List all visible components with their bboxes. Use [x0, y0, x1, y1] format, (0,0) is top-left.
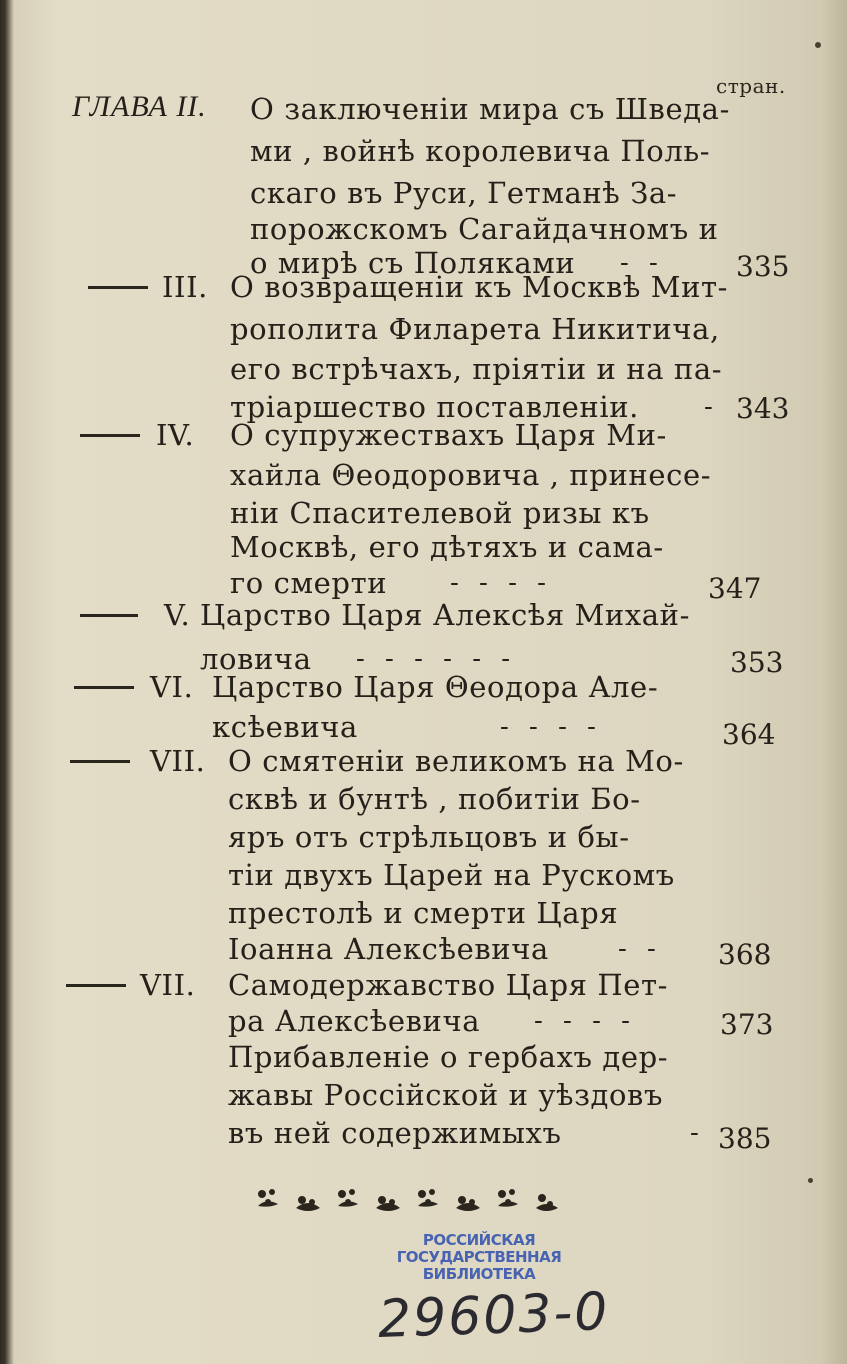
toc-line: сквѣ и бунтѣ , побитiи Бо- [228, 782, 641, 816]
chapter-number: V. [164, 598, 191, 632]
chapter-number: VII. [150, 744, 206, 778]
library-stamp [386, 1232, 572, 1283]
stamp-line: БИБЛИОТЕКА [422, 1265, 536, 1283]
toc-line: О смятенiи великомъ на Мо- [228, 744, 684, 778]
dot-leader: - - [620, 248, 664, 278]
paper-spot [808, 1178, 813, 1183]
ditto-dash [88, 286, 148, 289]
toc-line: ловича [200, 642, 312, 676]
dot-leader: - - - - [534, 1006, 636, 1036]
dot-leader: - - - - - - [356, 644, 517, 674]
page-number: 335 [736, 250, 790, 283]
stamp-line: ГОСУДАРСТВЕННАЯ [396, 1248, 562, 1266]
ditto-dash [80, 434, 140, 437]
toc-line: ми , войнѣ королевича Поль- [250, 134, 711, 168]
toc-line: трiаршество поставленiи. [230, 390, 639, 424]
chapter-number: ГЛАВА II. [72, 90, 207, 123]
toc-line: го смерти [230, 566, 388, 600]
toc-line: его встрѣчахъ, прiятiи и на па- [230, 352, 723, 386]
toc-line: рополита Филарета Никитича, [230, 312, 720, 346]
toc-line: яръ отъ стрѣльцовъ и бы- [228, 820, 630, 854]
chapter-number: VII. [140, 968, 196, 1002]
toc-line: ра Алексѣевича [228, 1004, 481, 1038]
page-column-label: стран. [716, 74, 786, 98]
toc-line: О заключенiи мира съ Шведа- [250, 92, 730, 126]
toc-line: ксѣевича [212, 710, 358, 744]
ditto-dash [74, 686, 134, 689]
toc-line: О возвращенiи къ Москвѣ Мит- [230, 270, 729, 304]
dot-leader: - - - - [450, 568, 552, 598]
toc-line: Iоанна Алексѣевича [228, 932, 549, 966]
toc-line: Москвѣ, его дѣтяхъ и сама- [230, 530, 664, 564]
chapter-number: IV. [156, 418, 195, 452]
ditto-dash [80, 614, 138, 617]
toc-line: О супружествахъ Царя Ми- [230, 418, 667, 452]
ditto-dash [66, 984, 126, 987]
ditto-dash [70, 760, 130, 763]
toc-line: жавы Россiйской и уѣздовъ [228, 1078, 664, 1112]
shelfmark-number: 29603-0 [377, 1281, 611, 1351]
toc-line: порожскомъ Сагайдачномъ и [250, 212, 719, 246]
fleuron-ornament [248, 1182, 568, 1218]
toc-line: Царство Царя Алексѣя Михай- [200, 598, 690, 632]
chapter-number: III. [162, 270, 208, 304]
page-number: 347 [708, 572, 762, 605]
page-number: 368 [718, 938, 772, 971]
dot-leader: - - [618, 934, 662, 964]
page-number: 385 [718, 1122, 772, 1155]
page-number: 343 [736, 392, 790, 425]
toc-line: Царство Царя Θеодора Але- [212, 670, 659, 704]
page-number: 353 [730, 646, 784, 679]
toc-line: престолѣ и смерти Царя [228, 896, 619, 930]
toc-line: въ ней содержимыхъ [228, 1116, 562, 1150]
toc-line: тiи двухъ Царей на Рускомъ [228, 858, 675, 892]
toc-line: нiи Спасителевой ризы къ [230, 496, 650, 530]
dot-leader: - - - - [500, 712, 602, 742]
stamp-line: РОССИЙСКАЯ [422, 1231, 536, 1249]
page-number: 373 [720, 1008, 774, 1041]
toc-line: Самодержавство Царя Пет- [228, 968, 669, 1002]
toc-line: скаго въ Руси, Гетманѣ За- [250, 176, 678, 210]
dot-leader: - [690, 1118, 705, 1148]
chapter-number: VI. [150, 670, 194, 704]
paper-spot [815, 42, 821, 48]
toc-line: хайла Θеодоровича , принесе- [230, 458, 712, 492]
page-number: 364 [722, 718, 776, 751]
dot-leader: - [704, 392, 719, 422]
toc-line: Прибавленiе о гербахъ дер- [228, 1040, 669, 1074]
toc-line: о мирѣ съ Поляками [250, 246, 576, 280]
